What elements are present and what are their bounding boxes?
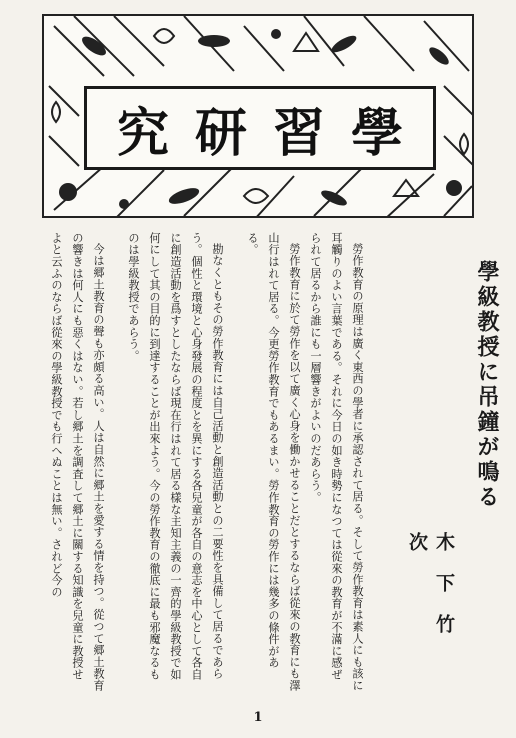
header-banner [42,14,474,218]
paragraph: 勞作教育の原理は廣く東西の學者に承認されて居る。そして勞作教育は素人にも該に耳觸りのよい言葉である。それに今日の如き時勢になつては從來の教育が不滿に感ぜられて居るから誰にも一層響きがよいのだあらう。 [309,232,364,692]
article-body [40,232,500,692]
article-title: 學級教授に吊鐘が鳴る [474,260,500,510]
journal-title: 學習研究 [116,102,429,164]
paragraph: 勘なくともその勞作教育には自己活動と創造活動との二要性を具備して居るであらう。個性と環境と心身發展の程度とを異にする各兒童が各自の意志を中心として各自に創造活動を爲すとしたならば現在行はれて居る樣な主知主義の一齊的學級教授で如何にして其の目的に到達することが出來よう。今の勞作教育の徹底に最も邪魔なるものは學級教授であらう。 [127,232,224,681]
article-author: 木下竹次 [406,532,455,655]
paragraph: 今は郷土教育の聲も亦頗る高い。人は自然に郷土を愛する情を持つ。從つて郷土教育の響きは何人にも惡くはない。若し郷土を調査して郷土に關する知識を兒童に教授せよと云ふのならば從來の學級教授でも行へぬことは無い。されど今の [50,232,105,692]
page-number: 1 [253,710,263,725]
banner-title-box [84,86,436,170]
paragraph: 勞作教育に於て勞作を以て廣く心身を働かせることだとするならば從來の教育にも澤山行はれて居る。今更勞作教育でもあるまい。勞作教育の勞作には幾多の條件がある。 [246,232,301,692]
